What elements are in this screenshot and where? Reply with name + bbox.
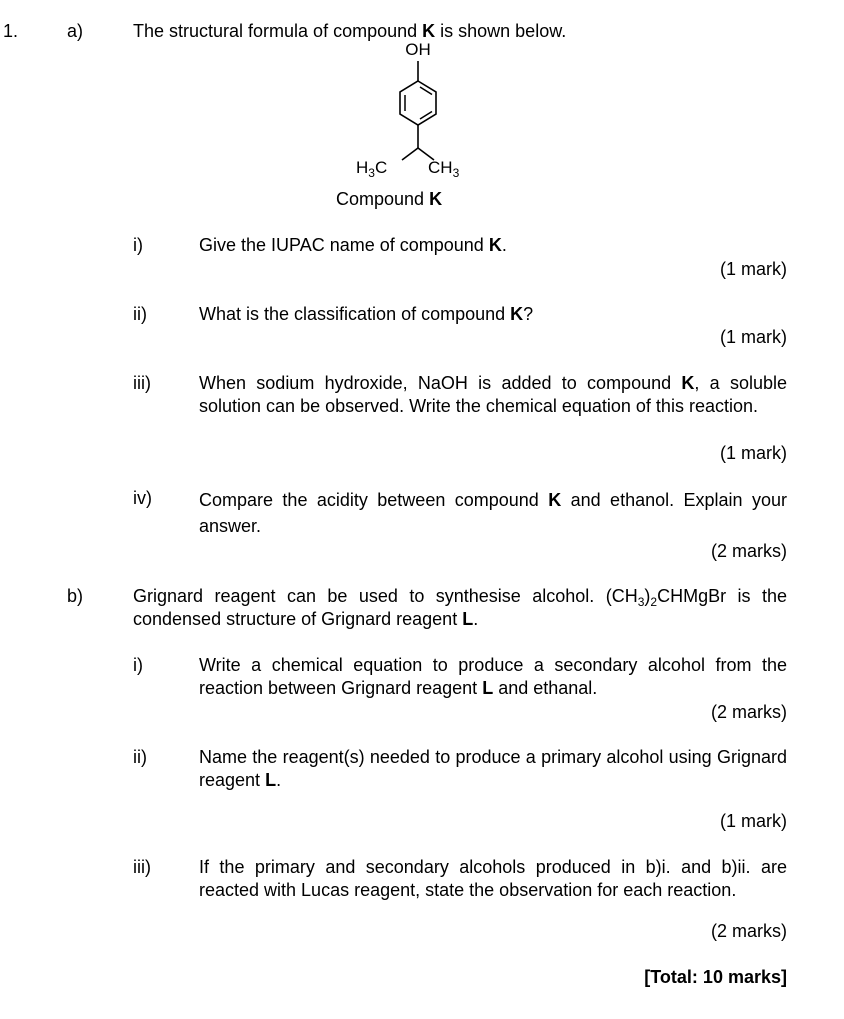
compound-k-structure	[340, 36, 480, 186]
oh-group-label: OH	[405, 40, 431, 59]
item-a-i-label: i)	[133, 235, 143, 255]
item-a-iv-marks: (2 marks)	[711, 541, 787, 561]
h3c-group-label: $H_3C$	[356, 158, 388, 180]
total-marks: [Total: 10 marks]	[644, 967, 787, 987]
item-a-iii-text: When sodium hydroxide, NaOH is added to compound K, a soluble solution can be observed. Write the chemical equation of this reaction.	[199, 373, 787, 416]
item-b-ii-marks: (1 mark)	[720, 811, 787, 831]
ch3-group-label: $CH_3$	[428, 158, 460, 180]
item-b-iii-text: If the primary and secondary alcohols produced in b)i. and b)ii. are reacted with Lucas reagent, state the observation for each reaction.	[199, 857, 787, 900]
part-b-label: b)	[67, 586, 84, 606]
methyl-bond-left	[402, 148, 418, 160]
part-a-intro: The structural formula of compound K is shown below.	[133, 21, 567, 41]
item-b-i-marks: (2 marks)	[711, 702, 787, 722]
item-b-ii-label: ii)	[133, 747, 147, 767]
item-b-iii-marks: (2 marks)	[711, 921, 787, 941]
item-a-i-marks: (1 mark)	[720, 259, 787, 279]
item-b-ii-text: Name the reagent(s) needed to produce a primary alcohol using Grignard reagent L.	[199, 747, 787, 790]
item-a-i-text: Give the IUPAC name of compound K.	[199, 235, 507, 255]
part-b-intro: Grignard reagent can be used to synthesise alcohol. $(CH_3)_2CHMgBr$ is the condensed structure of Grignard reagent L.	[133, 586, 787, 629]
item-a-iv-label: iv)	[133, 488, 152, 508]
item-b-i-text: Write a chemical equation to produce a secondary alcohol from the reaction between Grignard reagent L and ethanal.	[199, 655, 787, 698]
item-a-iv-text: Compare the acidity between compound K and ethanol. Explain your answer.	[199, 490, 787, 536]
item-a-ii-text: What is the classification of compound K?	[199, 304, 534, 324]
item-a-iii-marks: (1 mark)	[720, 443, 787, 463]
question-number: 1.	[3, 21, 19, 41]
item-a-ii-marks: (1 mark)	[720, 327, 787, 347]
structure-caption: Compound K	[336, 189, 443, 209]
item-b-iii-label: iii)	[133, 857, 151, 877]
item-b-i-label: i)	[133, 655, 143, 675]
item-a-ii-label: ii)	[133, 304, 147, 324]
part-a-label: a)	[67, 21, 84, 41]
item-a-iii-label: iii)	[133, 373, 151, 393]
